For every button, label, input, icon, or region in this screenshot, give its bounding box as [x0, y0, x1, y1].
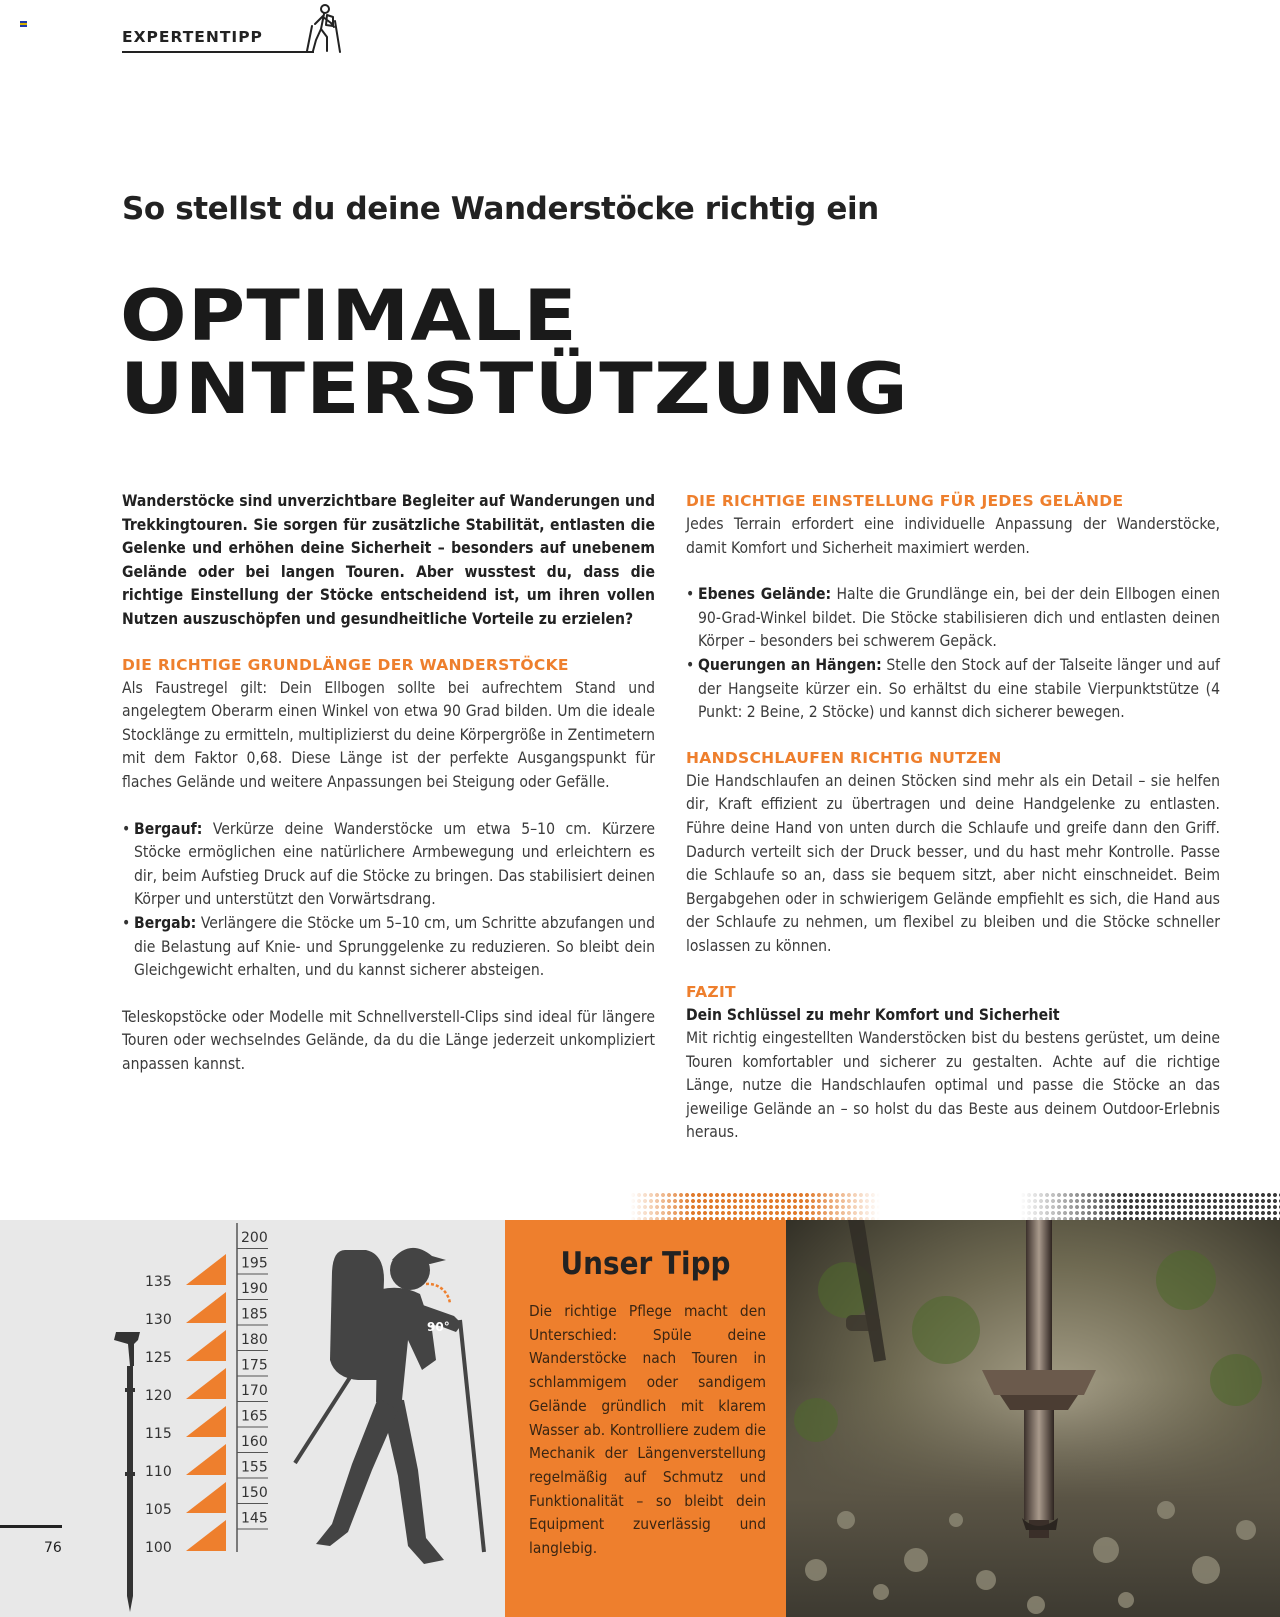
pole-length-label: 110 — [145, 1464, 172, 1480]
size-triangles — [186, 1254, 226, 1551]
right-column — [686, 490, 1220, 1145]
bullet-list-terrain — [686, 583, 1220, 725]
tip-title: Unser Tipp — [560, 1246, 731, 1282]
body-height-label: 150 — [241, 1485, 268, 1501]
paragraph-telescope: Teleskopstöcke oder Modelle mit Schnellverstell-Clips sind ideal für längere Touren oder wechselndes Gelände, da du die Länge jederzeit unkompliziert anpassen kannst. — [122, 1007, 655, 1073]
pole-length-label: 130 — [145, 1312, 172, 1328]
page-number: 76 — [44, 1540, 62, 1556]
body-height-label: 180 — [241, 1332, 268, 1348]
size-triangle — [186, 1368, 226, 1399]
language-flag-icon — [20, 21, 27, 27]
size-triangle — [186, 1482, 226, 1513]
pole-length-label: 115 — [145, 1426, 172, 1442]
size-triangle — [186, 1444, 226, 1475]
size-triangle — [186, 1520, 226, 1551]
tip-text: Die richtige Pflege macht den Unterschied: Spüle deine Wanderstöcke nach Touren in schlammigem oder sandigem Gelände gründlich mit klarem Wasser ab. Kontrolliere zudem die Mechanik der Längenverstellung regelmäßig auf Schmutz und Funktionalität – so bleibt dein Equipment zuverlässig und langlebig. — [529, 1302, 766, 1558]
bullet-label: Bergab: — [134, 913, 197, 932]
angle-arc — [426, 1284, 450, 1304]
paragraph-grundlaenge: Als Faustregel gilt: Dein Ellbogen sollte bei aufrechtem Stand und angelegtem Oberarm einen Winkel von etwa 90 Grad bilden. Um die ideale Stocklänge zu ermitteln, multiplizierst du deine Körpergröße in Zentimetern mit dem Faktor 0,68. Diese Länge ist der perfekte Ausgangspunkt für flaches Gelände und weitere Anpassungen bei Steigung oder Gefälle. — [122, 678, 655, 791]
size-triangle — [186, 1254, 226, 1285]
list-item — [122, 912, 655, 983]
body-height-label: 185 — [241, 1306, 268, 1323]
bullet-label: Bergauf: — [134, 819, 203, 838]
paragraph-gelaende: Jedes Terrain erfordert eine individuelle Anpassung der Wanderstöcke, damit Komfort und Sicherheit maximiert werden. — [686, 515, 1220, 557]
intro-paragraph: Wanderstöcke sind unverzichtbare Begleiter auf Wanderungen und Trekkingtouren. Sie sorgen für zusätzliche Stabilität, entlasten die Gelenke und erhöhen deine Sicherheit – besonders auf unebenem Gelände oder bei langen Touren. Aber wusstest du, dass die richtige Einstellung der Stöcke entscheidend ist, um ihren vollen Nutzen auszuschöpfen und gesundheitliche Vorteile zu erzielen? — [122, 492, 655, 628]
bullet-label: Querungen an Hängen: — [698, 655, 882, 674]
pole-length-label: 125 — [145, 1350, 172, 1366]
section-heading-gelaende: DIE RICHTIGE EINSTELLUNG FÜR JEDES GELÄNDE — [686, 492, 1124, 510]
headline-line-1: OPTIMALE — [120, 275, 578, 357]
left-column — [122, 490, 655, 1076]
page-number-rule — [0, 1525, 62, 1528]
pole-length-labels — [145, 1274, 172, 1556]
bullet-text: Verlängere die Stöcke um 5–10 cm, um Schritte abzufangen und die Belastung auf Knie- und Sprunggelenke zu reduzieren. So bleibt dein Gleichgewicht erhalten, und du kannst sicherer absteigen. — [134, 913, 655, 980]
kicker-underline — [122, 51, 314, 53]
pole-length-diagram — [0, 1220, 505, 1617]
decorative-dots-dark — [1020, 1192, 1280, 1220]
body-height-label: 160 — [241, 1434, 268, 1450]
bullet-text: Stelle den Stock auf der Talseite länger und auf der Hangseite kürzer ein. So erhältst du eine stabile Vierpunktstütze (4 Punkt: 2 Beine, 2 Stöcke) und kannst dich sicherer bewegen. — [698, 655, 1220, 722]
bullet-list-slopes — [122, 818, 655, 983]
headline-line-2: UNTERSTÜTZUNG — [120, 348, 909, 430]
body-height-label: 170 — [241, 1383, 268, 1399]
fazit-subheading: Dein Schlüssel zu mehr Komfort und Sicherheit — [686, 1005, 1060, 1024]
body-height-label: 155 — [241, 1459, 268, 1476]
body-height-label: 165 — [241, 1408, 268, 1425]
body-height-label: 190 — [241, 1281, 268, 1297]
pole-tip-photo — [786, 1220, 1280, 1617]
body-height-label: 175 — [241, 1357, 268, 1374]
trekking-pole-icon — [114, 1332, 140, 1612]
bullet-label: Ebenes Gelände: — [698, 585, 832, 604]
pole-length-label: 135 — [145, 1274, 172, 1290]
bullet-text: Verkürze deine Wanderstöcke um etwa 5–10 cm. Kürzere Stöcke ermöglichen eine natürlichere Armbewegung und erleichtern es dir, beim Aufstieg Druck auf die Stöcke zu bringen. Das stabilisiert deinen Körper und unterstützt den Vorwärtsdrang. — [134, 819, 655, 909]
body-height-label: 200 — [241, 1230, 268, 1246]
list-item — [686, 583, 1220, 654]
pole-length-label: 120 — [145, 1388, 172, 1404]
article-headline — [120, 275, 909, 430]
decorative-dots-orange — [630, 1192, 880, 1220]
hiker-silhouette-icon — [316, 1248, 462, 1564]
size-triangle — [186, 1406, 226, 1437]
right-pole-line — [460, 1320, 484, 1552]
section-heading-fazit: FAZIT — [686, 982, 736, 1001]
pole-length-label: 100 — [145, 1540, 172, 1556]
article-subtitle: So stellst du deine Wanderstöcke richtig ein — [122, 191, 879, 227]
paragraph-fazit: Mit richtig eingestellten Wanderstöcken bist du bestens gerüstet, um deine Touren komfortabler und sicherer zu gestalten. Achte auf die richtige Länge, nutze die Handschlaufen optimal und passe die Stöcke an das jeweilige Gelände an – so holst du das Beste aus deinem Outdoor-Erlebnis heraus. — [686, 1029, 1220, 1142]
list-item — [122, 818, 655, 912]
paragraph-handschlaufen: Die Handschlaufen an deinen Stöcken sind mehr als ein Detail – sie helfen dir, Kraft effizient zu übertragen und deine Handgelenke zu entlasten. Führe deine Hand von unten durch die Schlaufe und greife dann den Griff. Dadurch verteilt sich der Druck besser, und du hast mehr Kontrolle. Passe die Schlaufe so an, dass sie bequem sitzt, aber nicht einschneidet. Beim Bergabgehen oder in schwierigem Gelände empfiehlt es sich, die Hand aus der Schlaufe zu nehmen, um flexibel zu bleiben und die Stöcke schneller loslassen zu können. — [686, 771, 1220, 955]
body-height-label: 145 — [241, 1510, 268, 1527]
size-triangle — [186, 1292, 226, 1323]
size-triangle — [186, 1330, 226, 1361]
hiker-icon — [302, 2, 348, 54]
section-kicker: EXPERTENTIPP — [122, 28, 263, 46]
section-heading-handschlaufen: HANDSCHLAUFEN RICHTIG NUTZEN — [686, 748, 1002, 767]
body-height-label: 195 — [241, 1255, 268, 1272]
tip-box — [505, 1220, 786, 1617]
pole-length-label: 105 — [145, 1502, 172, 1518]
list-item — [686, 654, 1220, 725]
section-heading-grundlaenge: DIE RICHTIGE GRUNDLÄNGE DER WANDERSTÖCKE — [122, 655, 569, 674]
bullet-text: Halte die Grundlänge ein, bei der dein Ellbogen einen 90-Grad-Winkel bildet. Die Stöcke stabilisieren dich und entlasten deinen Körper – besonders bei schwerem Gepäck. — [698, 585, 1220, 651]
body-height-labels — [237, 1230, 268, 1529]
left-pole-line — [295, 1368, 356, 1463]
angle-label: 90° — [427, 1320, 450, 1334]
